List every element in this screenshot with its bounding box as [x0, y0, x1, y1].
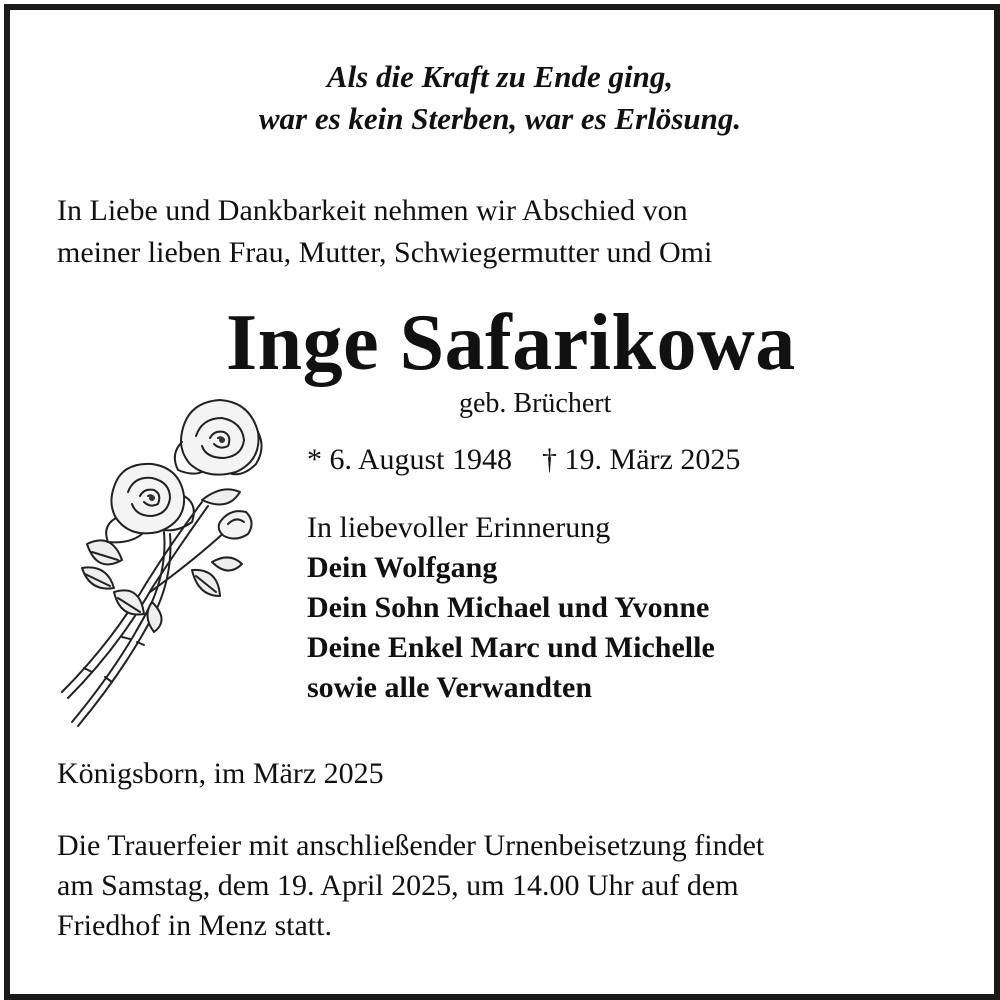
mourner-line: Deine Enkel Marc und Michelle: [307, 631, 715, 664]
birth-date: * 6. August 1948: [307, 443, 513, 476]
funeral-line-2: am Samstag, dem 19. April 2025, um 14.00 Uhr auf dem: [57, 869, 739, 902]
mourner-line: Dein Sohn Michael und Yvonne: [307, 591, 710, 624]
funeral-line-3: Friedhof in Menz statt.: [57, 909, 332, 942]
deceased-name: Inge Safarikowa: [226, 299, 796, 387]
funeral-info: [57, 826, 764, 946]
intro-line-2: meiner lieben Frau, Mutter, Schwiegermutter und Omi: [57, 236, 713, 269]
motto-line-2: war es kein Sterben, war es Erlösung.: [258, 101, 742, 136]
intro-line-1: In Liebe und Dankbarkeit nehmen wir Abschied von: [57, 194, 688, 227]
mourners-list: [307, 548, 715, 708]
motto-line-1: Als die Kraft zu Ende ging,: [326, 59, 674, 94]
roses-illustration-icon: [52, 392, 267, 732]
mourner-line: Dein Wolfgang: [307, 551, 498, 584]
funeral-line-1: Die Trauerfeier mit anschließender Urnenbeisetzung findet: [57, 829, 765, 862]
birth-name: geb. Brüchert: [459, 388, 612, 419]
life-dates: [307, 440, 740, 480]
remembrance-line: In liebevoller Erinnerung: [307, 511, 611, 544]
motto: [0, 56, 1000, 140]
intro-text: [57, 190, 712, 274]
death-date: † 19. März 2025: [542, 443, 741, 476]
mourner-line: sowie alle Verwandten: [307, 671, 592, 704]
place-date: Königsborn, im März 2025: [57, 757, 384, 790]
